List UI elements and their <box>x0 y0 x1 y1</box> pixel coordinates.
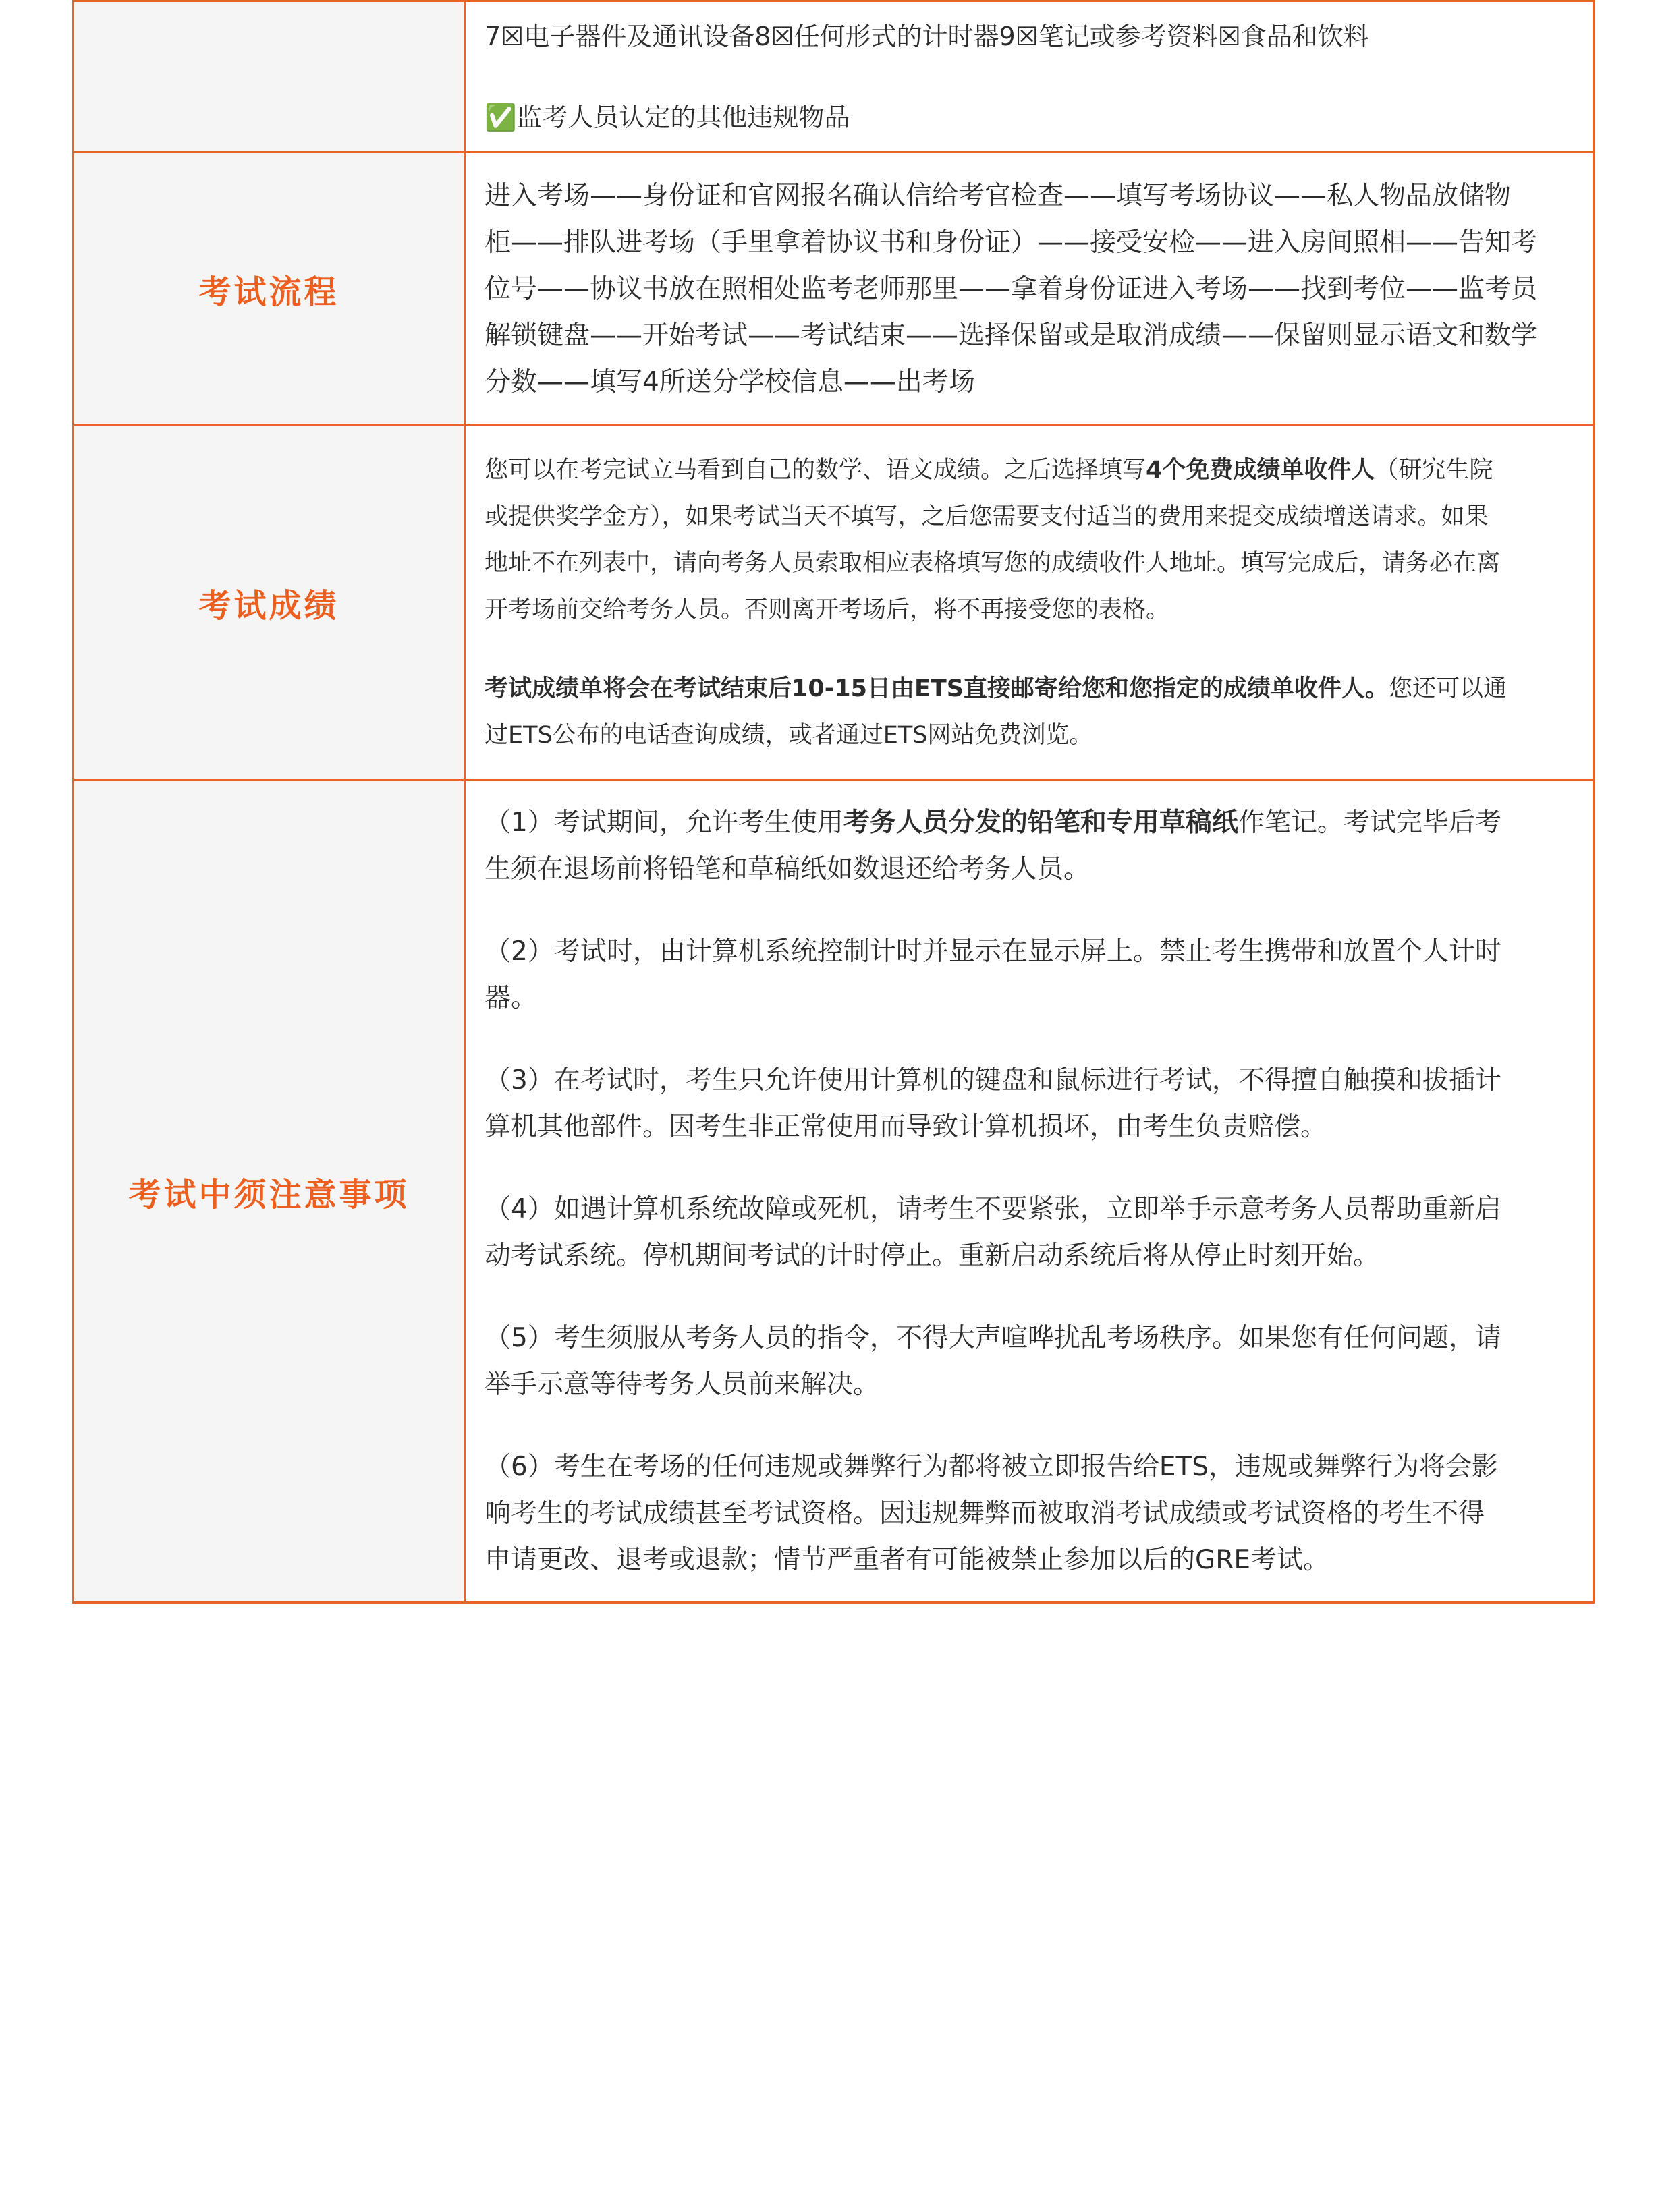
text-span: 您可以在考完试立马看到自己的数学、语文成绩。之后选择填写 <box>485 456 1146 484</box>
text-span: （1）考试期间，允许考生使用 <box>485 807 843 838</box>
content-cell-exam-process <box>465 152 1594 426</box>
note-2-line: 器。 <box>485 983 538 1013</box>
process-line: 柜——排队进考场（手里拿着协议书和身份证）——接受安检——进入房间照相——告知考 <box>485 227 1538 258</box>
table-row-exam-scores <box>74 426 1594 781</box>
section-label-exam-process: 考试流程 <box>74 152 465 426</box>
note-6-line: （6）考生在考场的任何违规或舞弊行为都将被立即报告给ETS，违规或舞弊行为将会影 <box>485 1452 1499 1482</box>
note-1-line <box>485 799 1572 846</box>
text-span: 作笔记。考试完毕后考 <box>1238 807 1501 838</box>
scores-paragraph-1-line: 地址不在列表中，请向考务人员索取相应表格填写您的成绩收件人地址。填写完成后，请务必在离 <box>485 549 1501 577</box>
content-cell-prohibited-items <box>465 1 1594 152</box>
scores-paragraph-1-line: 或提供奖学金方），如果考试当天不填写，之后您需要支付适当的费用来提交成绩增送请求。如果 <box>485 503 1489 530</box>
note-6-line: 响考生的考试成绩甚至考试资格。因违规舞弊而被取消考试成绩或考试资格的考生不得 <box>485 1498 1485 1529</box>
content-cell-exam-notes <box>465 781 1594 1603</box>
note-1-line: 生须在退场前将铅笔和草稿纸如数退还给考务人员。 <box>485 854 1090 884</box>
scores-paragraph-1-line <box>485 447 1572 494</box>
text-span: （研究生院 <box>1375 456 1493 484</box>
process-line: 进入考场——身份证和官网报名确认信给考官检查——填写考场协议——私人物品放储物 <box>485 180 1512 211</box>
scores-paragraph-2-line: 过ETS公布的电话查询成绩，或者通过ETS网站免费浏览。 <box>485 721 1093 749</box>
process-line: 分数——填写4所送分学校信息——出考场 <box>485 366 975 397</box>
bold-text-ets-mail: 考试成绩单将会在考试结束后10-15日由ETS直接邮寄给您和您指定的成绩单收件人。 <box>485 675 1389 702</box>
section-label-exam-notes: 考试中须注意事项 <box>74 781 465 1603</box>
table-row-exam-process <box>74 152 1594 426</box>
note-4-line: 动考试系统。停机期间考试的计时停止。重新启动系统后将从停止时刻开始。 <box>485 1241 1380 1271</box>
note-5-line: （5）考生须服从考务人员的指令，不得大声喧哗扰乱考场秩序。如果您有任何问题，请 <box>485 1323 1501 1353</box>
note-5-line: 举手示意等待考务人员前来解决。 <box>485 1369 880 1400</box>
info-table <box>72 0 1595 1604</box>
label-cell-empty <box>74 1 465 152</box>
note-4-line: （4）如遇计算机系统故障或死机，请考生不要紧张，立即举手示意考务人员帮助重新启 <box>485 1194 1501 1224</box>
note-3-line: （3）在考试时，考生只允许使用计算机的键盘和鼠标进行考试，不得擅自触摸和拔插计 <box>485 1065 1501 1096</box>
note-2-line: （2）考试时，由计算机系统控制计时并显示在显示屏上。禁止考生携带和放置个人计时 <box>485 936 1501 967</box>
section-label-exam-scores: 考试成绩 <box>74 426 465 781</box>
note-3-line: 算机其他部件。因考生非正常使用而导致计算机损坏，由考生负责赔偿。 <box>485 1112 1327 1142</box>
other-prohibited-line: ✅监考人员认定的其他违规物品 <box>485 102 850 132</box>
process-line: 解锁键盘——开始考试——考试结束——选择保留或是取消成绩——保留则显示语文和数学 <box>485 320 1538 351</box>
content-cell-exam-scores <box>465 426 1594 781</box>
scores-paragraph-1-line: 开考场前交给考务人员。否则离开考场后，将不再接受您的表格。 <box>485 596 1170 623</box>
note-6-line: 申请更改、退考或退款；情节严重者有可能被禁止参加以后的GRE考试。 <box>485 1545 1329 1575</box>
table-row-prohibited-items <box>74 1 1594 152</box>
bold-text-free-recipients: 4个免费成绩单收件人 <box>1146 456 1375 484</box>
process-line: 位号——协议书放在照相处监考老师那里——拿着身份证进入考场——找到考位——监考员 <box>485 273 1538 304</box>
bold-text-pencil-paper: 考务人员分发的铅笔和专用草稿纸 <box>843 807 1238 838</box>
scores-paragraph-2-line <box>485 666 1572 712</box>
prohibited-items-line: 7☒电子器件及通讯设备8☒任何形式的计时器9☒笔记或参考资料☒食品和饮料 <box>485 21 1369 51</box>
text-span: 您还可以通 <box>1388 675 1507 702</box>
table-row-exam-notes <box>74 781 1594 1603</box>
